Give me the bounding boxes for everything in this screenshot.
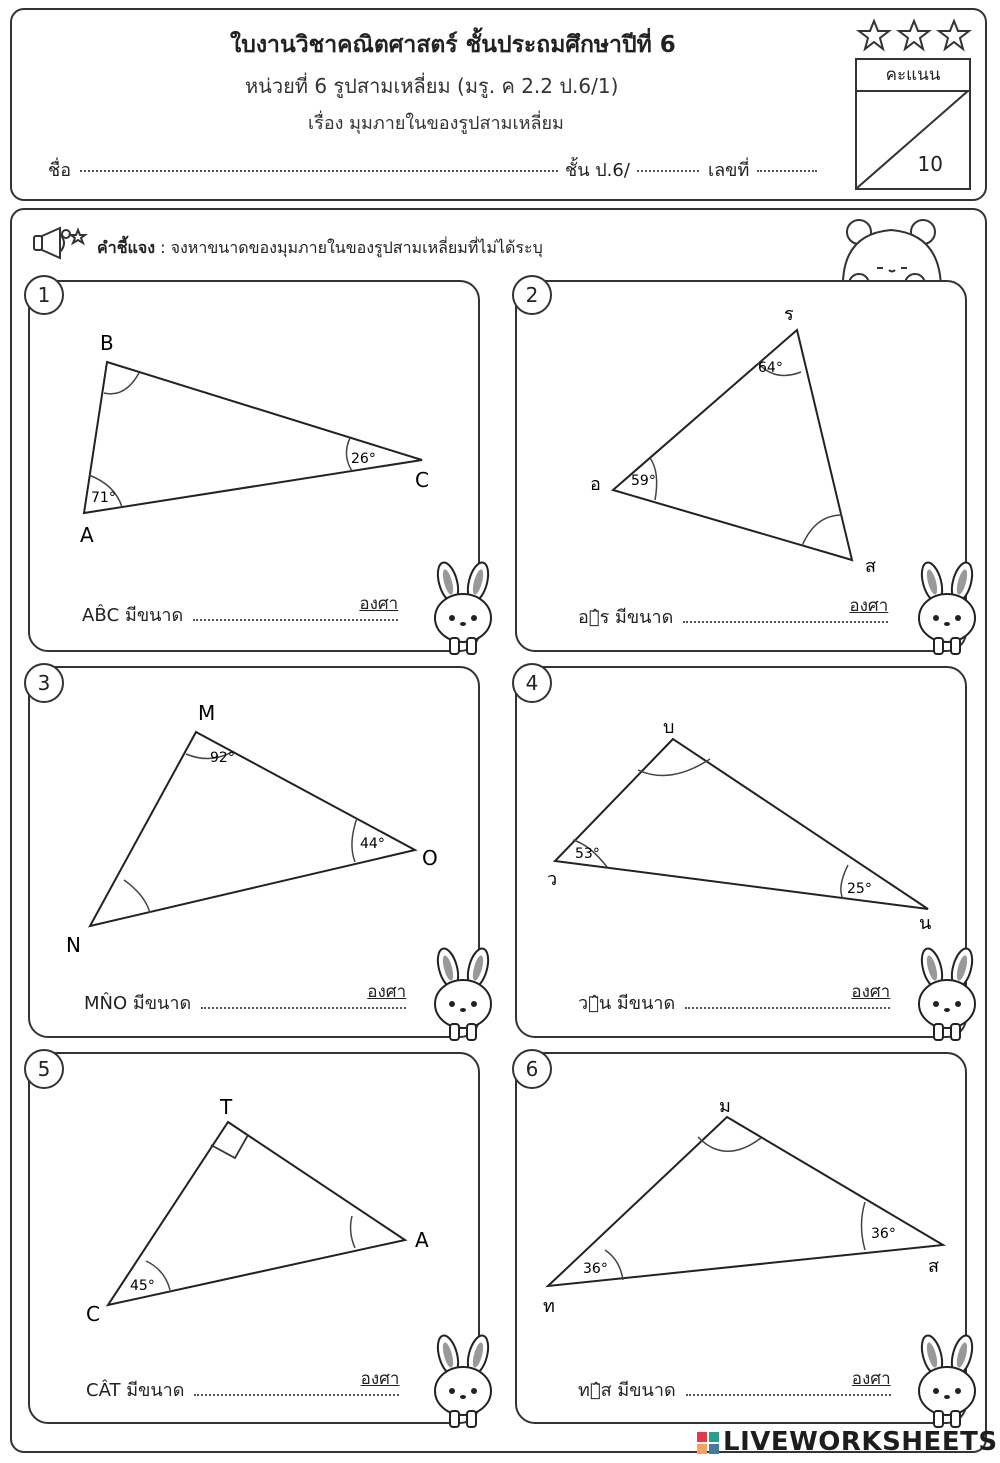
- score-label: คะแนน: [857, 60, 969, 92]
- watermark-text: LIVEWORKSHEETS: [723, 1427, 998, 1457]
- vertex-label: A: [80, 523, 94, 547]
- unit-label: องศา: [851, 1369, 891, 1389]
- triangle-1: [60, 320, 460, 560]
- triangle-5: [80, 1090, 450, 1330]
- vertex-label: ว: [547, 869, 558, 890]
- instructions-label: คำชี้แจง: [97, 238, 156, 257]
- answer-row-4: [578, 982, 891, 1017]
- unit-label: องศา: [360, 1369, 400, 1389]
- problem-number-5: 5: [24, 1049, 64, 1089]
- vertex-label: ส: [928, 1256, 939, 1277]
- score-box: [855, 58, 971, 190]
- bunny-icon: [912, 946, 982, 1046]
- vertex-label: C: [415, 468, 429, 492]
- vertex-label: A: [415, 1228, 429, 1252]
- triangle-3: [60, 700, 460, 960]
- answer-field-4[interactable]: [685, 982, 891, 1009]
- bunny-icon: [428, 560, 498, 660]
- answer-field-1[interactable]: [193, 594, 399, 621]
- vertex-label: ท: [543, 1296, 555, 1317]
- topic-subtitle: เรื่อง มุมภายในของรูปสามเหลี่ยม: [308, 113, 564, 134]
- name-field[interactable]: [80, 170, 558, 172]
- answer-row-5: [86, 1369, 400, 1404]
- problem-number-1: 1: [24, 275, 64, 315]
- angle-label: 25°: [847, 881, 872, 897]
- angle-label: 36°: [583, 1261, 608, 1277]
- question-text: ทม̂ส มีขนาด: [578, 1380, 676, 1401]
- problem-number-3: 3: [24, 663, 64, 703]
- question-text: วบ̂น มีขนาด: [578, 993, 676, 1014]
- vertex-label: M: [198, 701, 216, 725]
- class-field[interactable]: [637, 170, 699, 172]
- question-text: MN̂O มีขนาด: [84, 993, 192, 1014]
- instructions-text: : จงหาขนาดของมุมภายในของรูปสามเหลี่ยมที่ไม่ได้ระบุ: [155, 238, 543, 257]
- answer-field-2[interactable]: [683, 596, 889, 623]
- answer-row-3: [84, 982, 407, 1017]
- question-text: อส̂ร มีขนาด: [578, 607, 674, 628]
- answer-row-2: [578, 596, 889, 631]
- vertex-label: ร: [784, 304, 794, 325]
- bunny-icon: [912, 560, 982, 660]
- angle-label: 53°: [575, 846, 600, 862]
- answer-field-5[interactable]: [194, 1369, 400, 1396]
- answer-field-6[interactable]: [686, 1369, 891, 1396]
- angle-label: 26°: [351, 451, 376, 467]
- score-divider: [857, 90, 969, 188]
- liveworksheets-logo: [697, 1427, 998, 1457]
- problem-number-2: 2: [512, 275, 552, 315]
- angle-label: 64°: [758, 360, 783, 376]
- number-label: เลขที่: [708, 160, 750, 181]
- stars-icon: [856, 18, 972, 54]
- angle-label: 44°: [360, 836, 385, 852]
- vertex-label: บ: [663, 717, 675, 738]
- bunny-icon: [428, 1333, 498, 1433]
- triangle-4: [545, 715, 945, 945]
- triangle-6: [535, 1090, 955, 1330]
- triangle-2: [580, 300, 900, 590]
- answer-row-6: [578, 1369, 891, 1404]
- vertex-label: อ: [590, 474, 601, 495]
- angle-label: 45°: [130, 1278, 155, 1294]
- vertex-label: C: [86, 1302, 100, 1326]
- answer-row-1: [82, 594, 399, 629]
- vertex-label: N: [66, 933, 81, 957]
- score-total: 10: [917, 152, 943, 176]
- unit-label: องศา: [851, 982, 891, 1002]
- angle-label: 36°: [871, 1226, 896, 1242]
- name-label: ชื่อ: [48, 160, 72, 181]
- angle-label: 92°: [210, 750, 235, 766]
- unit-label: องศา: [359, 594, 399, 614]
- vertex-label: ส: [865, 556, 876, 577]
- problem-number-4: 4: [512, 663, 552, 703]
- vertex-label: ม: [719, 1096, 731, 1117]
- answer-field-3[interactable]: [201, 982, 407, 1009]
- bunny-icon: [428, 946, 498, 1046]
- angle-label: 71°: [91, 490, 116, 506]
- vertex-label: B: [100, 331, 114, 355]
- instructions: [97, 236, 543, 261]
- unit-label: องศา: [367, 982, 407, 1002]
- angle-label: 59°: [631, 473, 656, 489]
- unit-subtitle: หน่วยที่ 6 รูปสามเหลี่ยม (มรู. ค 2.2 ป.6/1): [245, 74, 619, 98]
- question-text: AB̂C มีขนาด: [82, 605, 184, 626]
- worksheet-title: ใบงานวิชาคณิตศาสตร์ ชั้นประถมศึกษาปีที่ 6: [230, 32, 676, 58]
- liveworksheets-icon: [697, 1432, 719, 1454]
- number-field[interactable]: [757, 170, 817, 172]
- vertex-label: น: [919, 913, 932, 934]
- unit-label: องศา: [849, 596, 889, 616]
- megaphone-icon: [30, 224, 90, 264]
- vertex-label: O: [422, 846, 438, 870]
- problem-number-6: 6: [512, 1049, 552, 1089]
- vertex-label: T: [220, 1095, 233, 1119]
- class-label: ชั้น ป.6/: [565, 160, 630, 181]
- bunny-icon: [912, 1333, 982, 1433]
- question-text: CÂT มีขนาด: [86, 1380, 185, 1401]
